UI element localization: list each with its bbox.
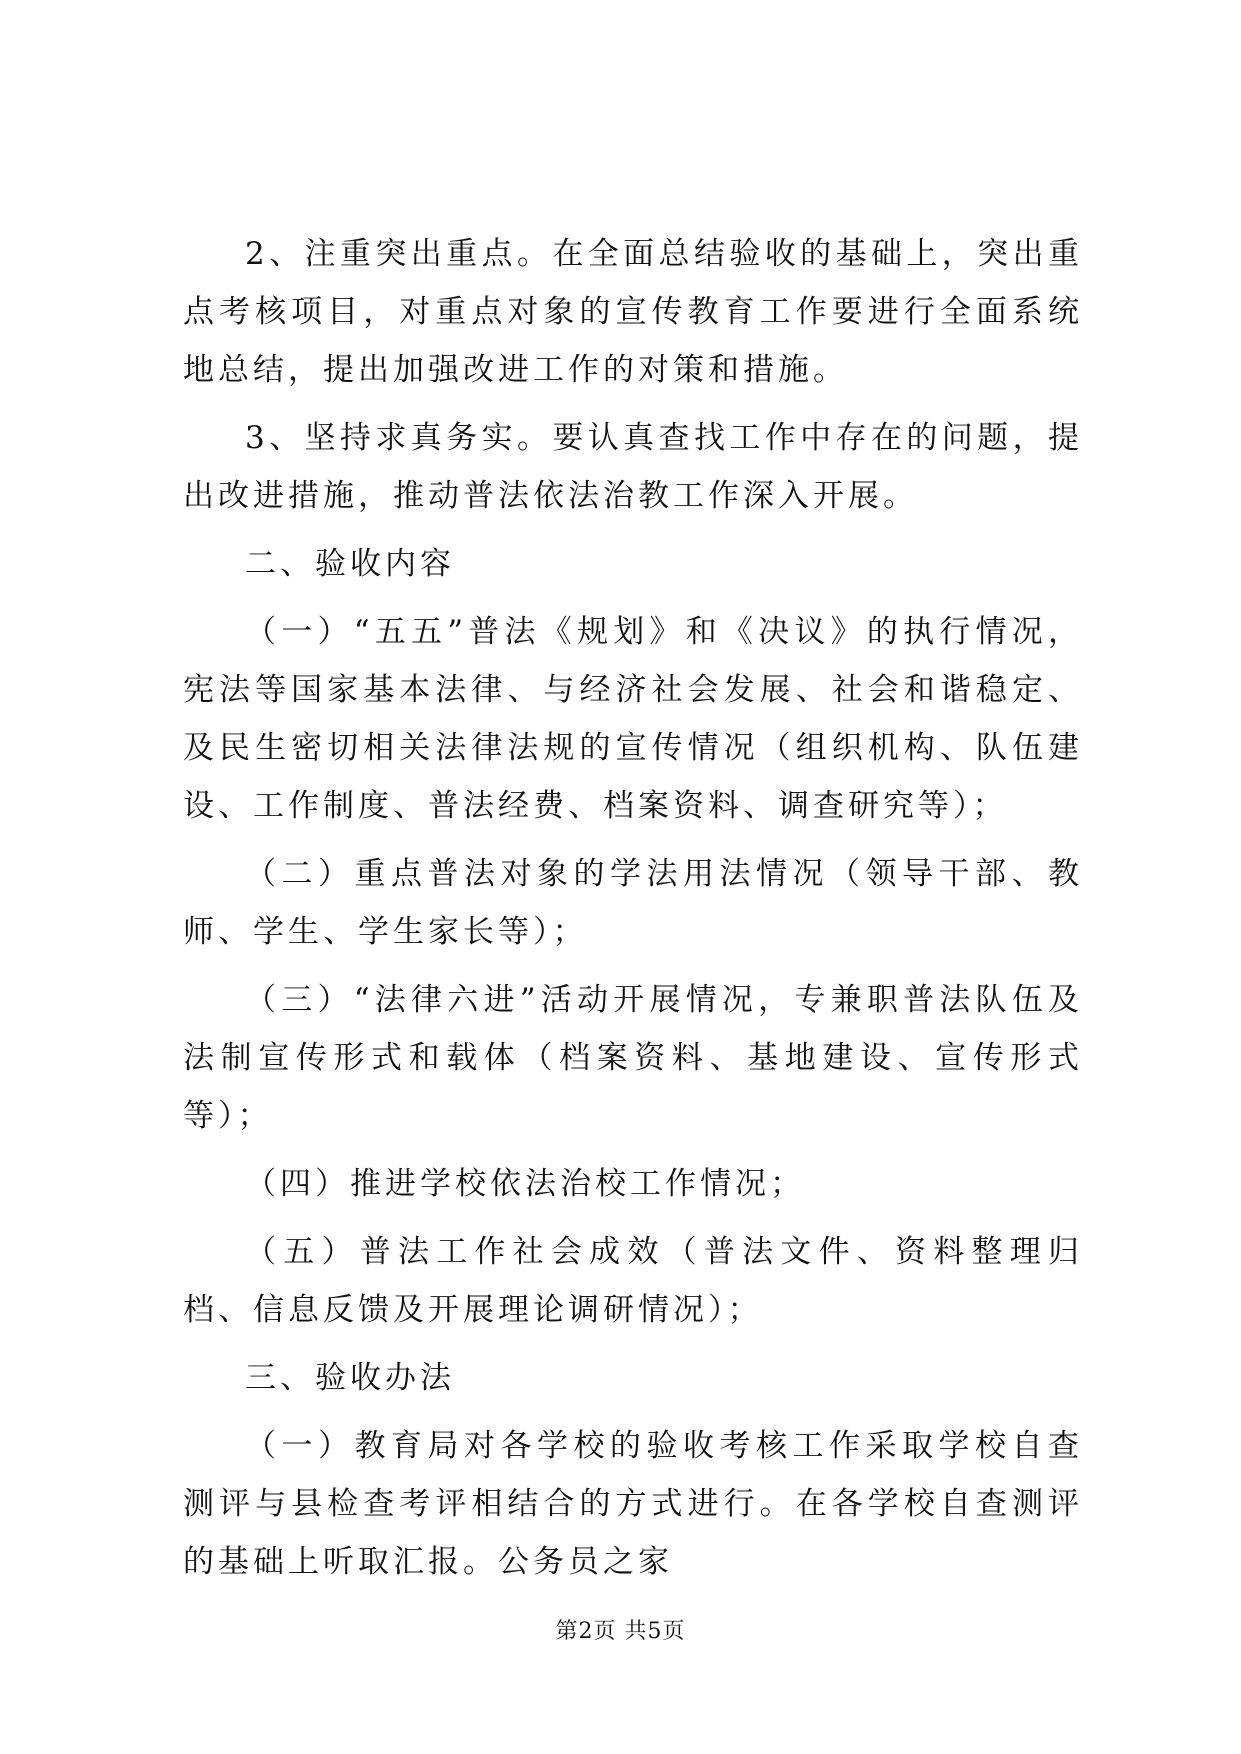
paragraph-focus-key-points: 2、注重突出重点。在全面总结验收的基础上，突出重点考核项目，对重点对象的宣传教育工作要进行全面系统地总结，提出加强改进工作的对策和措施。 bbox=[183, 236, 1083, 388]
document-body bbox=[183, 225, 1083, 1601]
paragraph-method-1: （一）教育局对各学校的验收考核工作采取学校自查测评与县检查考评相结合的方式进行。在各学校自查测评的基础上听取汇报。公务员之家 bbox=[183, 1428, 1083, 1580]
page-number-footer: 第2页 共5页 bbox=[555, 1619, 686, 1644]
section-heading-acceptance-method: 三、验收办法 bbox=[245, 1360, 455, 1396]
paragraph-item-2: （二）重点普法对象的学法用法情况（领导干部、教师、学生、学生家长等）； bbox=[183, 856, 1083, 950]
paragraph-item-5: （五）普法工作社会成效（普法文件、资料整理归档、信息反馈及开展理论调研情况）； bbox=[183, 1234, 1083, 1328]
paragraph-seek-truth: 3、坚持求真务实。要认真查找工作中存在的问题，提出改进措施，推动普法依法治教工作深入开展。 bbox=[183, 420, 1083, 514]
paragraph-item-3: （三）“法律六进”活动开展情况，专兼职普法队伍及法制宣传形式和载体（档案资料、基地建设、宣传形式等）； bbox=[183, 982, 1083, 1134]
paragraph-item-1: （一）“五五”普法《规划》和《决议》的执行情况，宪法等国家基本法律、与经济社会发展、社会和谐稳定、及民生密切相关法律法规的宣传情况（组织机构、队伍建设、工作制度、普法经费、档案资料、调查研究等）； bbox=[183, 614, 1083, 824]
paragraph-item-4: （四）推进学校依法治校工作情况； bbox=[245, 1166, 805, 1202]
section-heading-acceptance-content: 二、验收内容 bbox=[245, 546, 455, 582]
